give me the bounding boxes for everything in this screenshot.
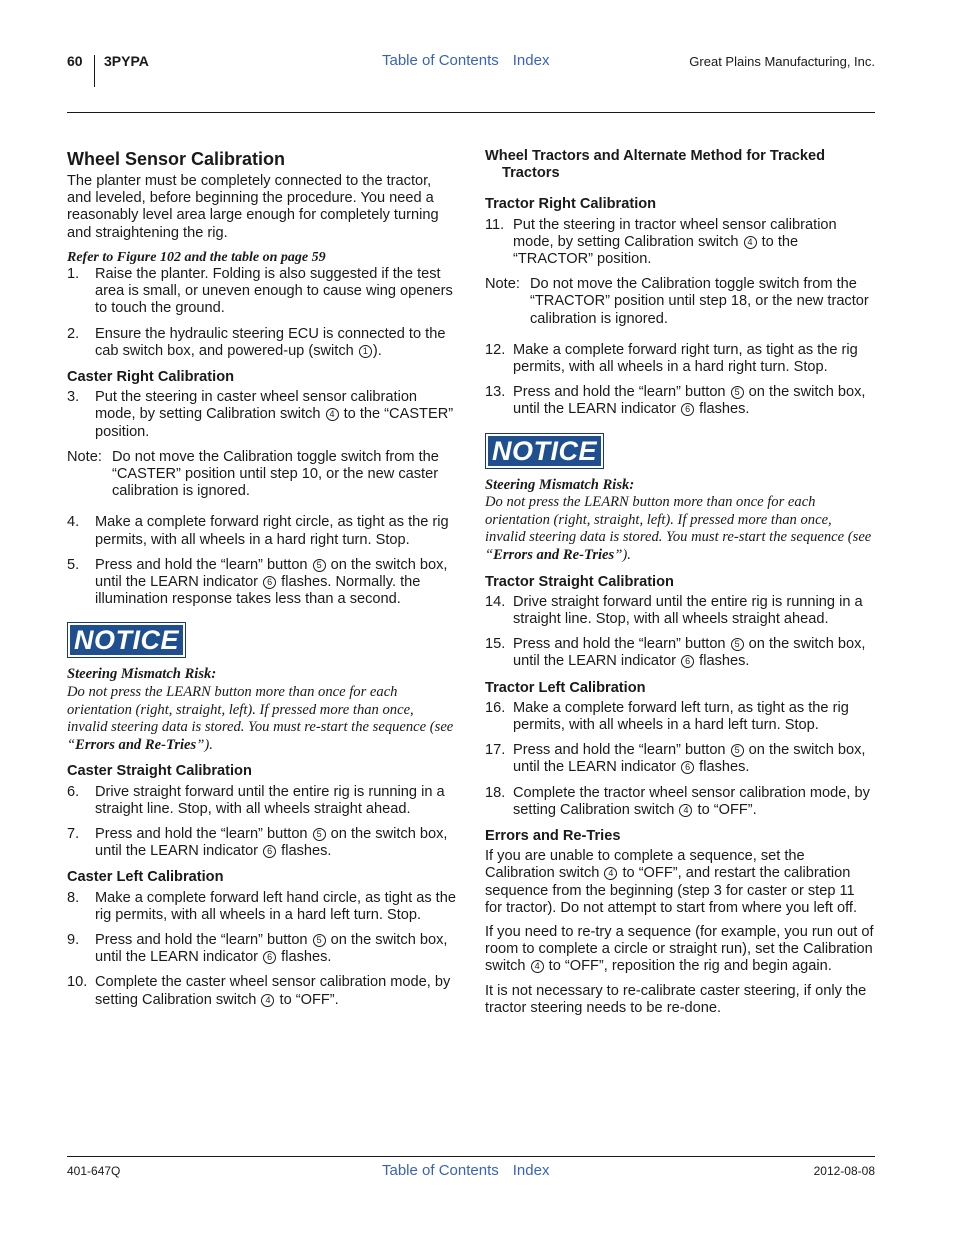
subheading-caster-straight: Caster Straight Calibration bbox=[67, 763, 252, 780]
step-text: Complete the caster wheel sensor calibration mode, by setting Calibration switch 4 to “OFF”. bbox=[95, 974, 451, 1008]
note-label: Note: bbox=[485, 276, 520, 293]
note-label: Note: bbox=[67, 448, 102, 465]
step-14 bbox=[485, 594, 875, 628]
indicator-callout-icon: 6 bbox=[681, 655, 694, 668]
subheading-tractor-right: Tractor Right Calibration bbox=[485, 196, 657, 213]
step-11 bbox=[485, 217, 875, 269]
figure-reference: Refer to Figure 102 and the table on page 59 bbox=[67, 249, 326, 265]
notice-label: NOTICE bbox=[488, 436, 601, 466]
step-4 bbox=[67, 514, 457, 548]
button-callout-icon: 5 bbox=[731, 386, 744, 399]
note bbox=[67, 449, 457, 501]
footer-nav bbox=[382, 1162, 563, 1179]
page-number: 60 bbox=[67, 53, 83, 69]
step-text: Raise the planter. Folding is also suggested if the test area is small, or uneven enough to cause wing openers to touch the ground. bbox=[95, 266, 453, 317]
left-column bbox=[67, 148, 457, 1017]
step-number: 5. bbox=[67, 556, 80, 573]
step-text: Press and hold the “learn” button 5 on the switch box, until the LEARN indicator 6 flashes. bbox=[95, 826, 448, 860]
errors-paragraph-3: It is not necessary to re-calibrate caster steering, if only the tractor steering needs to be re-done. bbox=[485, 982, 867, 1016]
step-16 bbox=[485, 700, 875, 734]
step-text: Make a complete forward right turn, as tight as the rig permits, with all wheels in a hard right turn. Stop. bbox=[513, 341, 858, 376]
header-nav bbox=[382, 52, 563, 69]
step-text: Complete the tractor wheel sensor calibration mode, by setting Calibration switch 4 to “OFF”. bbox=[513, 784, 870, 818]
step-text: Put the steering in tractor wheel sensor calibration mode, by setting Calibration switch 4 to the “TRACTOR” position. bbox=[513, 216, 837, 268]
notice-text: Steering Mismatch Risk: Do not press the LEARN button more than once for each orientation (right, straight, left). If pressed more than once, invalid steering data is stored. You must re-start the sequence (see “Errors and Re-Tries”). bbox=[67, 666, 457, 754]
intro-paragraph: The planter must be completely connected to the tractor, and leveled, before beginning the procedure. You need a reasonably level area large enough for completely turning and straightening the rig. bbox=[67, 173, 439, 241]
switch-callout-icon: 1 bbox=[359, 345, 372, 358]
notice-text: Steering Mismatch Risk: Do not press the LEARN button more than once for each orientation (right, straight, left). If pressed more than once, invalid steering data is stored. You must re-start the sequence (see “Errors and Re-Tries”). bbox=[485, 477, 875, 565]
step-text: Put the steering in caster wheel sensor calibration mode, by setting Calibration switch 4 to the “CASTER” position. bbox=[95, 389, 454, 440]
step-8 bbox=[67, 890, 457, 924]
step-1 bbox=[67, 266, 457, 318]
switch-callout-icon: 4 bbox=[261, 994, 274, 1007]
button-callout-icon: 5 bbox=[313, 934, 326, 947]
section-title: Wheel Sensor Calibration bbox=[67, 149, 286, 169]
model-name: 3PYPA bbox=[104, 53, 149, 69]
step-text: Press and hold the “learn” button 5 on the switch box, until the LEARN indicator 6 flashes. bbox=[513, 742, 866, 776]
switch-callout-icon: 4 bbox=[531, 960, 544, 973]
step-text: Make a complete forward left hand circle, as tight as the rig permits, with all wheels in a hard left turn. Stop. bbox=[95, 889, 456, 923]
index-link[interactable]: Index bbox=[512, 52, 550, 69]
index-link[interactable]: Index bbox=[512, 1162, 550, 1179]
toc-link[interactable]: Table of Contents bbox=[382, 52, 499, 69]
errors-reference: Errors and Re-Tries bbox=[75, 736, 197, 753]
step-5 bbox=[67, 557, 457, 609]
step-18 bbox=[485, 785, 875, 819]
header-divider bbox=[94, 55, 95, 87]
step-number: 12. bbox=[485, 341, 506, 358]
button-callout-icon: 5 bbox=[731, 744, 744, 757]
notice-badge bbox=[485, 433, 604, 469]
indicator-callout-icon: 6 bbox=[263, 951, 276, 964]
subheading-caster-left: Caster Left Calibration bbox=[67, 869, 224, 886]
step-13 bbox=[485, 384, 875, 418]
notice-title: Steering Mismatch Risk: bbox=[67, 666, 217, 683]
button-callout-icon: 5 bbox=[313, 559, 326, 572]
note-text: Do not move the Calibration toggle switch from the “CASTER” position until step 10, or the new caster calibration is ignored. bbox=[112, 448, 439, 500]
button-callout-icon: 5 bbox=[731, 638, 744, 651]
step-number: 14. bbox=[485, 593, 506, 610]
step-2 bbox=[67, 326, 457, 360]
footer-rule bbox=[67, 1156, 875, 1157]
subheading-caster-right: Caster Right Calibration bbox=[67, 369, 235, 386]
document-date: 2012-08-08 bbox=[813, 1164, 875, 1178]
toc-link[interactable]: Table of Contents bbox=[382, 1162, 499, 1179]
step-text: Make a complete forward right circle, as tight as the rig permits, with all wheels in a hard right turn. Stop. bbox=[95, 514, 449, 548]
step-number: 13. bbox=[485, 384, 506, 401]
step-number: 16. bbox=[485, 699, 506, 716]
errors-paragraph-1: If you are unable to complete a sequence, set the Calibration switch 4 to “OFF”, and restart the calibration sequence from the beginning (step 3 for caster or step 11 for tractor). Do not attempt to start from where you left off. bbox=[485, 848, 858, 916]
step-text: Drive straight forward until the entire rig is running in a straight line. Stop, with all wheels straight ahead. bbox=[95, 783, 445, 817]
step-text: Press and hold the “learn” button 5 on the switch box, until the LEARN indicator 6 flashes. bbox=[513, 636, 866, 670]
notice-badge bbox=[67, 622, 186, 658]
step-number: 8. bbox=[67, 889, 80, 906]
indicator-callout-icon: 6 bbox=[263, 845, 276, 858]
button-callout-icon: 5 bbox=[313, 828, 326, 841]
header-rule bbox=[67, 112, 875, 113]
step-3 bbox=[67, 389, 457, 441]
step-text: Press and hold the “learn” button 5 on the switch box, until the LEARN indicator 6 flashes. bbox=[513, 384, 866, 418]
subheading-errors: Errors and Re-Tries bbox=[485, 828, 621, 845]
company-name: Great Plains Manufacturing, Inc. bbox=[689, 54, 875, 69]
step-number: 10. bbox=[67, 974, 88, 991]
step-number: 2. bbox=[67, 325, 80, 342]
step-text: Make a complete forward left turn, as tight as the rig permits, with all wheels in a hard left turn. Stop. bbox=[513, 699, 849, 734]
step-10 bbox=[67, 974, 457, 1008]
step-number: 17. bbox=[485, 742, 506, 759]
step-12 bbox=[485, 342, 875, 376]
step-number: 7. bbox=[67, 826, 80, 843]
step-number: 3. bbox=[67, 389, 80, 406]
note bbox=[485, 276, 875, 328]
notice-label: NOTICE bbox=[70, 625, 183, 655]
switch-callout-icon: 4 bbox=[326, 408, 339, 421]
step-text: Ensure the hydraulic steering ECU is connected to the cab switch box, and powered-up (switch 1 ). bbox=[95, 325, 446, 359]
step-number: 9. bbox=[67, 932, 80, 949]
right-column bbox=[485, 148, 875, 1024]
step-number: 4. bbox=[67, 514, 80, 531]
step-9 bbox=[67, 932, 457, 966]
step-number: 11. bbox=[485, 216, 505, 233]
step-text: Drive straight forward until the entire rig is running in a straight line. Stop, with all wheels straight ahead. bbox=[513, 593, 863, 628]
errors-reference: Errors and Re-Tries bbox=[493, 547, 615, 564]
step-number: 1. bbox=[67, 266, 80, 283]
switch-callout-icon: 4 bbox=[679, 804, 692, 817]
step-text: Press and hold the “learn” button 5 on the switch box, until the LEARN indicator 6 flashes. bbox=[95, 932, 448, 966]
notice-title: Steering Mismatch Risk: bbox=[485, 476, 635, 493]
switch-callout-icon: 4 bbox=[604, 867, 617, 880]
step-number: 18. bbox=[485, 784, 506, 801]
indicator-callout-icon: 6 bbox=[263, 576, 276, 589]
step-number: 6. bbox=[67, 783, 80, 800]
switch-callout-icon: 4 bbox=[744, 236, 757, 249]
step-text: Press and hold the “learn” button 5 on the switch box, until the LEARN indicator 6 flashes. Normally. the illumination response takes less than a second. bbox=[95, 556, 448, 608]
step-15 bbox=[485, 636, 875, 670]
step-7 bbox=[67, 826, 457, 860]
document-number: 401-647Q bbox=[67, 1164, 121, 1178]
step-17 bbox=[485, 742, 875, 776]
indicator-callout-icon: 6 bbox=[681, 403, 694, 416]
subheading-tractor-straight: Tractor Straight Calibration bbox=[485, 573, 674, 590]
subheading-tractor-left: Tractor Left Calibration bbox=[485, 679, 646, 696]
errors-paragraph-2: If you need to re-try a sequence (for example, you run out of room to complete a circle or straight run), set the Calibration switch 4 to “OFF”, reposition the rig and begin again. bbox=[485, 924, 874, 975]
note-text: Do not move the Calibration toggle switch from the “TRACTOR” position until step 18, or the new tractor calibration is ignored. bbox=[530, 276, 869, 327]
section-title-tractors: Wheel Tractors and Alternate Method for Tracked Tractors bbox=[485, 148, 826, 182]
step-number: 15. bbox=[485, 636, 506, 653]
indicator-callout-icon: 6 bbox=[681, 761, 694, 774]
step-6 bbox=[67, 784, 457, 818]
